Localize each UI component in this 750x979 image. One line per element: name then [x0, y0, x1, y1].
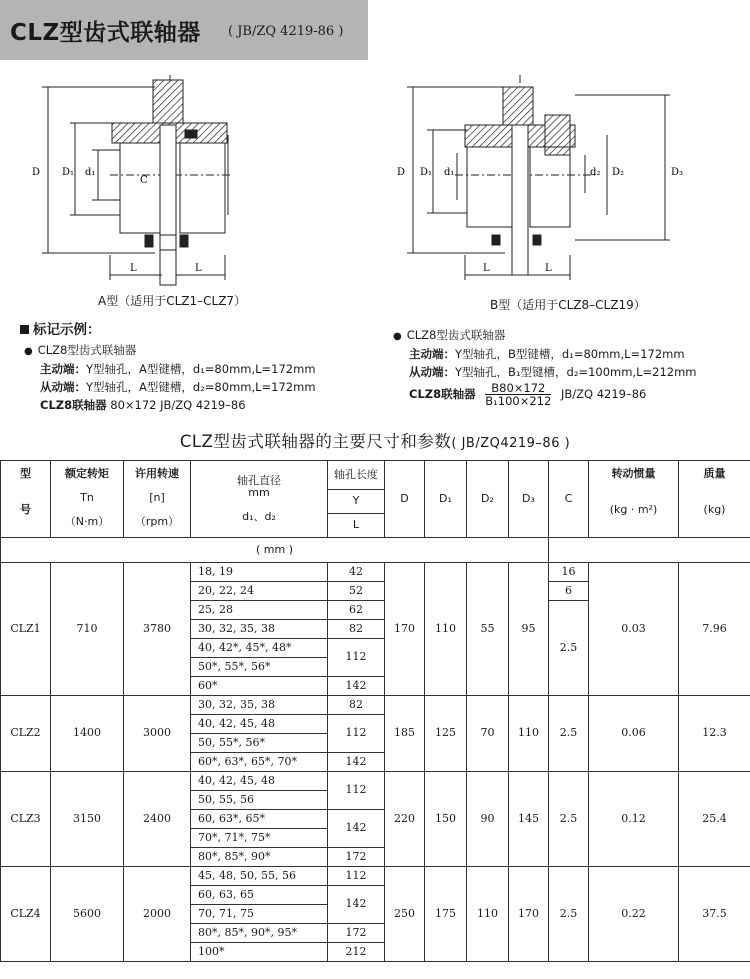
- dim-d1-label: d₁: [444, 167, 455, 178]
- header-L: L: [328, 514, 385, 538]
- header-C: C: [549, 461, 589, 538]
- table-cell: 50, 55, 56: [191, 791, 328, 810]
- title-banner: [0, 0, 368, 60]
- table-cell: 112: [328, 772, 385, 810]
- table-cell: 82: [328, 620, 385, 639]
- table-cell: 40, 42*, 45*, 48*: [191, 639, 328, 658]
- table-cell: 80*, 85*, 90*: [191, 848, 328, 867]
- table-cell: 40, 42, 45, 48: [191, 715, 328, 734]
- clz4-torque: 5600: [51, 867, 124, 962]
- dim-d1-label: d₁: [85, 167, 96, 178]
- table-cell: 172: [328, 848, 385, 867]
- clz3-D1: 150: [425, 772, 467, 867]
- clz3-inertia: 0.12: [589, 772, 679, 867]
- clz2-D: 185: [385, 696, 425, 772]
- type-a-drawing: [20, 75, 340, 290]
- clz2-D2: 70: [467, 696, 509, 772]
- clz3-C: 2.5: [549, 772, 589, 867]
- table-cell: 80*, 85*, 90*, 95*: [191, 924, 328, 943]
- left-driven-end: 从动端：Y型轴孔，A型键槽，d₂=80mm,L=172mm: [40, 380, 316, 394]
- table-cell: 70, 71, 75: [191, 905, 328, 924]
- table-cell: 112: [328, 639, 385, 677]
- clz1-D2: 55: [467, 563, 509, 696]
- table-cell: 60*, 63*, 65*, 70*: [191, 753, 328, 772]
- header-D: D: [385, 461, 425, 538]
- marking-fraction: $\frac{B80\times 172}{\text{B₁100×212}}$: [485, 381, 552, 408]
- clz4-D2: 110: [467, 867, 509, 962]
- type-a-caption: A型（适用于CLZ1–CLZ7）: [98, 294, 247, 308]
- table-cell: 25, 28: [191, 601, 328, 620]
- table-cell: 112: [328, 715, 385, 753]
- clz2-inertia: 0.06: [589, 696, 679, 772]
- table-cell: 42: [328, 563, 385, 582]
- clz1-torque: 710: [51, 563, 124, 696]
- table-cell: 30, 32, 35, 38: [191, 620, 328, 639]
- table-cell: 142: [328, 810, 385, 848]
- table-cell: 50, 55*, 56*: [191, 734, 328, 753]
- clz2-D1: 125: [425, 696, 467, 772]
- table-cell: 60, 63, 65: [191, 886, 328, 905]
- clz4-speed: 2000: [124, 867, 191, 962]
- clz1-C-1: 6: [549, 582, 589, 601]
- clz3-model: CLZ3: [1, 772, 51, 867]
- clz4-inertia: 0.22: [589, 867, 679, 962]
- table-cell: 60, 63*, 65*: [191, 810, 328, 829]
- header-D1: D₁: [425, 461, 467, 538]
- square-bullet-icon: [20, 325, 29, 334]
- table-cell: 40, 42, 45, 48: [191, 772, 328, 791]
- right-driven-end: 从动端：Y型轴孔，B₁型键槽，d₂=100mm,L=212mm: [409, 365, 697, 379]
- dim-D1-label: D₁: [62, 167, 75, 178]
- spec-table: [0, 460, 750, 962]
- table-cell: 18, 19: [191, 563, 328, 582]
- dim-d2-label: d₂: [590, 167, 601, 178]
- table-cell: 60*: [191, 677, 328, 696]
- clz2-D3: 110: [509, 696, 549, 772]
- clz1-D: 170: [385, 563, 425, 696]
- dim-L-left-label: L: [483, 263, 490, 274]
- clz3-torque: 3150: [51, 772, 124, 867]
- clz3-speed: 2400: [124, 772, 191, 867]
- clz4-D1: 175: [425, 867, 467, 962]
- clz1-C-2: 2.5: [549, 601, 589, 696]
- table-cell: 142: [328, 886, 385, 924]
- dim-C-label: C: [140, 175, 148, 186]
- clz1-mass: 7.96: [679, 563, 750, 696]
- title-standard: ( JB/ZQ 4219-86 ): [228, 24, 344, 39]
- table-cell: 45, 48, 50, 55, 56: [191, 867, 328, 886]
- clz2-speed: 3000: [124, 696, 191, 772]
- dim-L-right-label: L: [545, 263, 552, 274]
- clz3-D3: 145: [509, 772, 549, 867]
- header-torque: 额定转矩 Tn （N·m）: [51, 461, 124, 538]
- header-D2: D₂: [467, 461, 509, 538]
- dim-D-label: D: [397, 167, 406, 178]
- clz1-D1: 110: [425, 563, 467, 696]
- clz1-inertia: 0.03: [589, 563, 679, 696]
- table-cell: 50*, 55*, 56*: [191, 658, 328, 677]
- header-mass: 质量 (kg): [679, 461, 750, 538]
- table-cell: 142: [328, 753, 385, 772]
- table-cell: 30, 32, 35, 38: [191, 696, 328, 715]
- page-title: CLZ型齿式联轴器: [10, 20, 201, 46]
- dim-D2-label: D₂: [612, 167, 625, 178]
- dim-L-right-label: L: [195, 263, 202, 274]
- clz3-mass: 25.4: [679, 772, 750, 867]
- clz3-D2: 90: [467, 772, 509, 867]
- dim-D1-label: D₁: [420, 167, 433, 178]
- table-cell: 20, 22, 24: [191, 582, 328, 601]
- left-drive-end: 主动端：Y型轴孔，A型键槽，d₁=80mm,L=172mm: [40, 362, 316, 376]
- header-model: 型 号: [1, 461, 51, 538]
- table-cell: 172: [328, 924, 385, 943]
- type-b-caption: B型（适用于CLZ8–CLZ19）: [490, 298, 646, 312]
- table-cell: 82: [328, 696, 385, 715]
- dim-D-label: D: [32, 167, 41, 178]
- marking-heading: 标记示例：: [20, 318, 101, 338]
- table-cell: 142: [328, 677, 385, 696]
- clz4-C: 2.5: [549, 867, 589, 962]
- clz2-C: 2.5: [549, 696, 589, 772]
- clz2-model: CLZ2: [1, 696, 51, 772]
- clz3-D: 220: [385, 772, 425, 867]
- clz1-C-0: 16: [549, 563, 589, 582]
- dim-L-left-label: L: [130, 263, 137, 274]
- header-Y: Y: [328, 490, 385, 514]
- clz1-speed: 3780: [124, 563, 191, 696]
- clz1-model: CLZ1: [1, 563, 51, 696]
- table-cell: 62: [328, 601, 385, 620]
- table-title: CLZ型齿式联轴器的主要尺寸和参数( JB/ZQ4219–86 ): [179, 432, 571, 451]
- header-bore: 轴孔直径 mm d₁、d₂: [191, 461, 328, 538]
- table-cell: 112: [328, 867, 385, 886]
- table-cell: 70*, 71*, 75*: [191, 829, 328, 848]
- table-cell: 212: [328, 943, 385, 962]
- dim-D3-label: D₃: [671, 167, 684, 178]
- clz4-model: CLZ4: [1, 867, 51, 962]
- clz2-mass: 12.3: [679, 696, 750, 772]
- header-inertia: 转动惯量 (kg · m²): [589, 461, 679, 538]
- clz4-mass: 37.5: [679, 867, 750, 962]
- clz2-torque: 1400: [51, 696, 124, 772]
- right-drive-end: 主动端：Y型轴孔，B型键槽，d₁=80mm,L=172mm: [409, 347, 685, 361]
- table-cell: 52: [328, 582, 385, 601]
- right-example-model: ● CLZ8型齿式联轴器: [393, 327, 505, 343]
- header-D3: D₃: [509, 461, 549, 538]
- type-b-drawing: [395, 75, 695, 290]
- left-marking-example: CLZ8联轴器 80×172 JB/ZQ 4219–86: [40, 398, 246, 412]
- clz4-D3: 170: [509, 867, 549, 962]
- header-mm-unit: ( mm ): [1, 538, 549, 563]
- clz4-D: 250: [385, 867, 425, 962]
- left-example-model: ● CLZ8型齿式联轴器: [24, 342, 136, 358]
- right-marking-example: CLZ8联轴器 $\frac{B80\times 172}{\text{B₁100×212}}$ JB/ZQ 4219–86: [409, 381, 647, 408]
- table-cell: 100*: [191, 943, 328, 962]
- header-speed: 许用转速 [n] （rpm）: [124, 461, 191, 538]
- clz1-D3: 95: [509, 563, 549, 696]
- header-length: 轴孔长度: [328, 461, 385, 490]
